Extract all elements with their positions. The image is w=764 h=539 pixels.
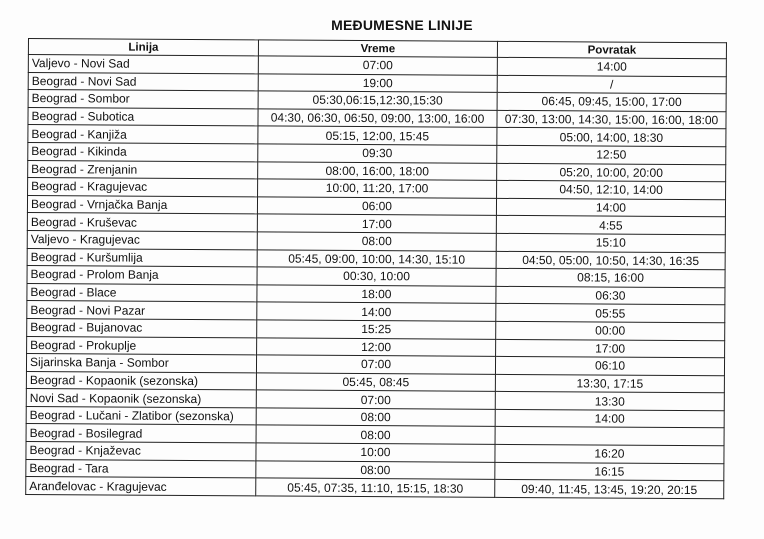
return-time-cell: 14:00	[495, 409, 724, 428]
return-time-cell: 14:00	[497, 57, 726, 76]
route-cell: Beograd - Lučani - Zlatibor (sezonska)	[26, 406, 256, 425]
departure-time-cell: 07:00	[256, 390, 495, 409]
return-time-cell: 09:40, 11:45, 13:45, 19:20, 20:15	[495, 480, 724, 499]
route-cell: Beograd - Kruševac	[27, 213, 257, 232]
column-header-return: Povratak	[497, 41, 726, 58]
return-time-cell: 05:00, 14:00, 18:30	[497, 128, 726, 147]
return-time-cell: /	[497, 75, 726, 94]
departure-time-cell: 05:45, 08:45	[256, 373, 495, 392]
departure-time-cell: 06:00	[257, 197, 496, 216]
route-cell: Beograd - Prokuplje	[27, 336, 257, 355]
departure-time-cell: 10:00	[256, 443, 495, 462]
route-cell: Beograd - Bosilegrad	[26, 424, 256, 443]
departure-time-cell: 05:15, 12:00, 15:45	[258, 126, 497, 145]
route-cell: Beograd - Vrnjačka Banja	[27, 195, 257, 214]
route-cell: Beograd - Subotica	[28, 107, 258, 126]
departure-time-cell: 15:25	[257, 320, 496, 339]
route-cell: Beograd - Tara	[26, 459, 256, 478]
return-time-cell	[495, 427, 724, 446]
timetable	[25, 38, 727, 499]
page-title: MEĐUMESNE LINIJE	[331, 17, 473, 33]
route-cell: Aranđelovac - Kragujevac	[26, 477, 256, 496]
return-time-cell: 04:50, 12:10, 14:00	[497, 181, 726, 200]
departure-time-cell: 05:45, 07:35, 11:10, 15:15, 18:30	[256, 478, 495, 497]
route-cell: Beograd - Prolom Banja	[27, 266, 257, 285]
route-cell: Beograd - Novi Pazar	[27, 301, 257, 320]
route-cell: Beograd - Zrenjanin	[28, 160, 258, 179]
departure-time-cell: 12:00	[257, 337, 496, 356]
return-time-cell: 17:00	[496, 339, 725, 358]
departure-time-cell: 07:00	[258, 56, 497, 75]
route-cell: Beograd - Blace	[27, 283, 257, 302]
return-time-cell: 15:10	[496, 233, 725, 252]
route-cell: Beograd - Kragujevac	[28, 178, 258, 197]
route-cell: Beograd - Kikinda	[28, 142, 258, 161]
return-time-cell: 00:00	[496, 321, 725, 340]
column-header-departure: Vreme	[258, 40, 497, 57]
return-time-cell: 06:10	[495, 356, 724, 375]
departure-time-cell: 08:00	[256, 408, 495, 427]
route-cell: Sijarinska Banja - Sombor	[26, 354, 256, 373]
route-cell: Beograd - Kuršumlija	[27, 248, 257, 267]
return-time-cell: 06:30	[496, 286, 725, 305]
return-time-cell: 04:50, 05:00, 10:50, 14:30, 16:35	[496, 251, 725, 270]
departure-time-cell: 07:00	[256, 355, 495, 374]
return-time-cell: 4:55	[496, 216, 725, 235]
departure-time-cell: 05:45, 09:00, 10:00, 14:30, 15:10	[257, 249, 496, 268]
departure-time-cell: 08:00	[256, 461, 495, 480]
departure-time-cell: 00:30, 10:00	[257, 267, 496, 286]
return-time-cell: 07:30, 13:00, 14:30, 15:00, 16:00, 18:00	[497, 110, 726, 129]
departure-time-cell: 08:00, 16:00, 18:00	[258, 161, 497, 180]
return-time-cell: 13:30	[495, 392, 724, 411]
return-time-cell: 06:45, 09:45, 15:00, 17:00	[497, 93, 726, 112]
route-cell: Beograd - Bujanovac	[27, 318, 257, 337]
return-time-cell: 08:15, 16:00	[496, 268, 725, 287]
return-time-cell: 16:15	[495, 462, 724, 481]
departure-time-cell: 14:00	[257, 302, 496, 321]
departure-time-cell: 18:00	[257, 285, 496, 304]
route-cell: Beograd - Novi Sad	[28, 72, 258, 91]
departure-time-cell: 10:00, 11:20, 17:00	[258, 179, 497, 198]
departure-time-cell: 08:00	[257, 232, 496, 251]
column-header-route: Linija	[28, 39, 258, 56]
return-time-cell: 14:00	[496, 198, 725, 217]
route-cell: Beograd - Kopaonik (sezonska)	[26, 371, 256, 390]
departure-time-cell: 08:00	[256, 425, 495, 444]
return-time-cell: 16:20	[495, 444, 724, 463]
table-row	[26, 477, 724, 499]
return-time-cell: 05:55	[496, 304, 725, 323]
departure-time-cell: 05:30,06:15,12:30,15:30	[258, 91, 497, 110]
route-cell: Beograd - Sombor	[28, 90, 258, 109]
departure-time-cell: 17:00	[257, 214, 496, 233]
route-cell: Beograd - Kanjiža	[28, 125, 258, 144]
departure-time-cell: 09:30	[258, 144, 497, 163]
departure-time-cell: 19:00	[258, 74, 497, 93]
route-cell: Novi Sad - Kopaonik (sezonska)	[26, 389, 256, 408]
return-time-cell: 05:20, 10:00, 20:00	[497, 163, 726, 182]
route-cell: Valjevo - Kragujevac	[27, 230, 257, 249]
return-time-cell: 12:50	[497, 145, 726, 164]
return-time-cell: 13:30, 17:15	[495, 374, 724, 393]
departure-time-cell: 04:30, 06:30, 06:50, 09:00, 13:00, 16:00	[258, 109, 497, 128]
route-cell: Valjevo - Novi Sad	[28, 55, 258, 74]
route-cell: Beograd - Knjaževac	[26, 442, 256, 461]
